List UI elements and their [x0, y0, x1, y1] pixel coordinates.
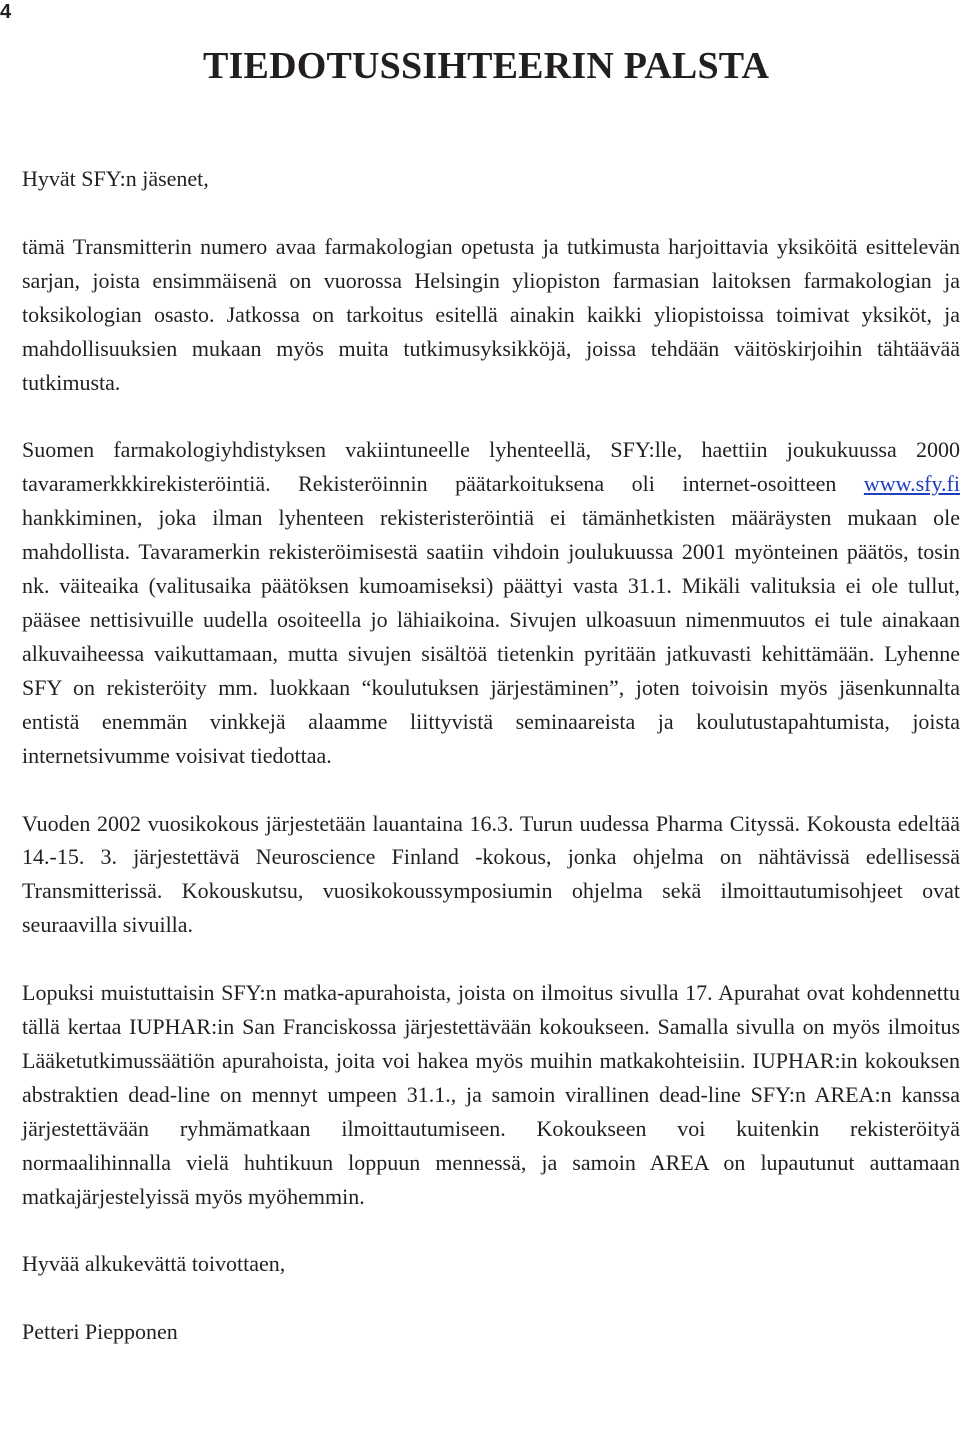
paragraph-trademark: [22, 433, 960, 772]
paragraph-trademark-text-end: hankkiminen, joka ilman lyhenteen rekisteristeröintiä ei tämänhetkisten määräysten mukaan ole mahdollista. Tavaramerkin rekisteröimisestä saatiin vihdoin joulukuussa 2001 myönteinen päätös, tosin nk. väiteaika (valitusaika päätöksen kumoamiseksi) päättyi vasta 31.1. Mikäli valituksia ei ole tullut, pääsee nettisivuille uudella osoiteella jo lähiaikoina. Sivujen ulkoasuun nimenmuutos ei tule ainakaan alkuvaiheessa vaikuttamaan, mutta sivujen sisältöä tietenkin pyritään jatkuvasti kehittämään. Lyhenne SFY on rekisteröity mm. luokkaan “koulutuksen järjestäminen”, joten toivoisin myös jäsenkunnalta entistä enemmän vinkkejä alaamme liittyvistä seminaareista ja koulutustapahtumista, joista internetsivumme voisivat tiedottaa.: [22, 505, 960, 768]
page-title: TIEDOTUSSIHTEERIN PALSTA: [203, 45, 770, 87]
paragraph-travel-grants: Lopuksi muistuttaisin SFY:n matka-apurahoista, joista on ilmoitus sivulla 17. Apurahat ovat kohdennettu tällä kertaa IUPHAR:in San Franciskossa järjestettävään kokoukseen. Samalla sivulla on myös ilmoitus Lääketutkimussäätiön apurahoista, joita voi hakea myös muihin matkakohteisiin. IUPHAR:in kokouksen abstraktien dead-line on mennyt umpeen 31.1., ja samoin virallinen dead-line SFY:n AREA:n kanssa järjestettävään ryhmämatkaan ilmoittautumiseen. Kokoukseen voi kuitenkin rekisteröityä normaalihinnalla vielä huhtikuun loppuun mennessä, ja samoin AREA on lupautunut auttamaan matkajärjestelyissä myös myöhemmin.: [22, 980, 960, 1209]
article-body: [22, 162, 960, 1349]
greeting: Hyvät SFY:n jäsenet,: [22, 166, 209, 191]
website-link[interactable]: www.sfy.fi: [863, 471, 960, 497]
paragraph-series-intro: tämä Transmitterin numero avaa farmakologian opetusta ja tutkimusta harjoittavia yksiköitä esittelevän sarjan, joista ensimmäisenä on vuorossa Helsingin yliopiston farmasian laitoksen farmakologian ja toksikologian osasto. Jatkossa on tarkoitus esitellä ainakin kaikki yliopistoissa toimivat yksiköt, ja mahdollisuuksien mukaan myös muita tutkimusyksikköjä, joissa tehdään väitöskirjoihin tähtäävää tutkimusta.: [22, 233, 960, 395]
page-number: 4: [0, 1, 12, 23]
paragraph-trademark-text-start: Suomen farmakologiyhdistyksen vakiintuneelle lyhenteellä, SFY:lle, haettiin joukukuussa 2000 tavaramerkkkirekisteröintiä. Rekisteröinnin päätarkoituksena oli internet-osoitteen: [22, 437, 960, 497]
signature: Petteri Piepponen: [22, 1319, 178, 1345]
paragraph-annual-meeting: Vuoden 2002 vuosikokous järjestetään lauantaina 16.3. Turun uudessa Pharma Cityssä. Kokousta edeltää 14.-15. 3. järjestettävä Neuroscience Finland -kokous, jonka ohjelma on nähtävissä edellisessä Transmitterissä. Kokouskutsu, vuosikokoussymposiumin ohjelma sekä ilmoittautumisohjeet ovat seuraavilla sivuilla.: [22, 810, 960, 938]
closing-line: Hyvää alkukevättä toivottaen,: [22, 1251, 286, 1277]
